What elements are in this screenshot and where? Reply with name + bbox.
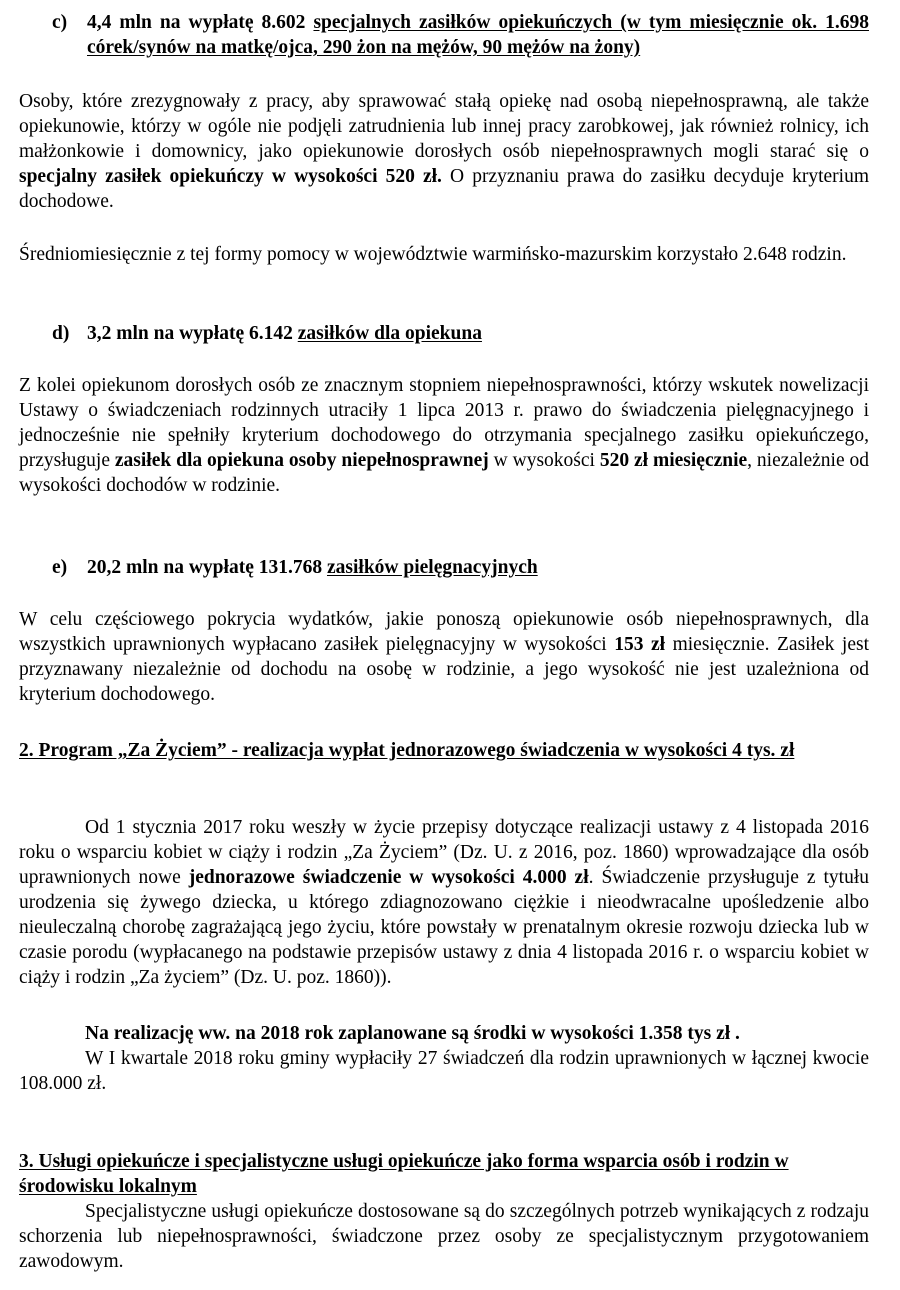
section-2-paragraph-2: Na realizację ww. na 2018 rok zaplanowane są środki w wysokości 1.358 tys zł .: [85, 1023, 740, 1044]
item-c-underlined: specjalnych zasiłków opiekuńczych (w tym miesięcznie ok. 1.698 córek/synów na matkę/ojca, 290 żon na mężów, 90 mężów na żony): [87, 12, 869, 58]
paragraph-c1-text-2: O przyznaniu prawa do zasiłku decyduje kryterium dochodowe.: [19, 166, 869, 212]
section-2-paragraph-3: W I kwartale 2018 roku gminy wypłaciły 27 świadczeń dla rodzin uprawnionych w łącznej kwocie 108.000 zł.: [19, 1048, 869, 1094]
section-3-heading: 3. Usługi opiekuńcze i specjalistyczne usługi opiekuńcze jako forma wsparcia osób i rodzin w środowisku lokalnym: [19, 1151, 789, 1197]
section-3-paragraph-1: Specjalistyczne usługi opiekuńcze dostosowane są do szczególnych potrzeb wynikających z rodzaju schorzenia lub niepełnosprawności, świadczone przez osoby ze specjalistycznym przygotowaniem zawodowym.: [19, 1201, 869, 1272]
paragraph-d-bold-1: zasiłek dla opiekuna osoby niepełnosprawnej: [114, 450, 489, 471]
item-e-underlined: zasiłków pielęgnacyjnych: [326, 557, 538, 578]
paragraph-e-bold: 153 zł: [614, 634, 666, 655]
paragraph-d: [19, 373, 869, 498]
paragraph-d-text-2: w wysokości: [488, 450, 600, 471]
item-c-lead: 4,4 mln na wypłatę 8.602: [87, 12, 314, 33]
section-2-paragraph-1-text-1: Od 1 stycznia 2017 roku weszły w życie przepisy dotyczące realizacji ustawy z 4 listopada 2016 roku o wsparciu kobiet w ciąży i rodzin „Za Życiem” (Dz. U. z 2016, poz. 1860) wprowadzające dla osób uprawnionych nowe: [19, 817, 869, 888]
paragraph-e-text-1: W celu częściowego pokrycia wydatków, jakie ponoszą opiekunowie osób niepełnosprawnych, dla wszystkich uprawnionych wypłacano zasiłek pielęgnacyjny w wysokości: [19, 609, 869, 655]
item-e-marker: e): [52, 557, 68, 578]
paragraph-c1-bold: specjalny zasiłek opiekuńczy w wysokości 520 zł.: [19, 166, 442, 187]
item-e-heading: [52, 555, 869, 580]
paragraph-c2: Średniomiesięcznie z tej formy pomocy w województwie warmińsko-mazurskim korzystało 2.648 rodzin.: [19, 244, 847, 265]
item-d-marker: d): [52, 323, 70, 344]
paragraph-e-text-2: miesięcznie. Zasiłek jest przyznawany niezależnie od dochodu na osobę w rodzinie, a jego wysokość nie jest uzależniona od kryterium dochodowego.: [19, 634, 869, 705]
paragraph-d-bold-2: 520 zł miesięcznie: [599, 450, 748, 471]
section-2-paragraph-1-text-2: . Świadczenie przysługuje z tytułu urodzenia się żywego dziecka, u którego zdiagnozowano ciężkie i nieodwracalne upośledzenie albo nieuleczalną chorobę zagrażającą jego życiu, które powstały w prenatalnym okresie rozwoju dziecka lub w czasie porodu (wypłacanego na podstawie przepisów ustawy z dnia 4 listopada 2016 r. o wsparciu kobiet w ciąży i rodzin „Za życiem” (Dz. U. poz. 1860)).: [19, 867, 869, 988]
paragraph-d-text-3: , niezależnie od wysokości dochodów w rodzinie.: [19, 450, 870, 496]
item-d-underlined: zasiłków dla opiekuna: [297, 323, 482, 344]
paragraph-e: [19, 607, 869, 707]
item-d-lead: 3,2 mln na wypłatę 6.142: [87, 323, 298, 344]
paragraph-d-text-1: Z kolei opiekunom dorosłych osób ze znacznym stopniem niepełnosprawności, którzy wskutek nowelizacji Ustawy o świadczeniach rodzinnych utraciły 1 lipca 2013 r. prawo do świadczenia pielęgnacyjnego i jednocześnie nie spełniły kryterium dochodowego do otrzymania specjalnego zasiłku opiekuńczego, przysługuje: [19, 375, 869, 471]
item-d-heading: [52, 321, 869, 346]
item-c-heading: [52, 10, 869, 60]
section-2-heading: 2. Program „Za Życiem” - realizacja wypłat jednorazowego świadczenia w wysokości 4 tys. zł: [19, 740, 795, 761]
item-e-lead: 20,2 mln na wypłatę 131.768: [87, 557, 327, 578]
section-2-paragraph-1-bold: jednorazowe świadczenie w wysokości 4.000 zł: [188, 867, 589, 888]
section-2-paragraph-1: [19, 815, 869, 990]
item-c-marker: c): [52, 12, 68, 33]
paragraph-c1-text-1: Osoby, które zrezygnowały z pracy, aby sprawować stałą opiekę nad osobą niepełnosprawną, ale także opiekunowie, którzy w ogóle nie podjęli zatrudnienia lub innej pracy zarobkowej, jak również rolnicy, ich małżonkowie i domownicy, jako opiekunowie dorosłych osób niepełnosprawnych mogli starać się o: [19, 91, 869, 162]
paragraph-c1: [19, 89, 869, 214]
